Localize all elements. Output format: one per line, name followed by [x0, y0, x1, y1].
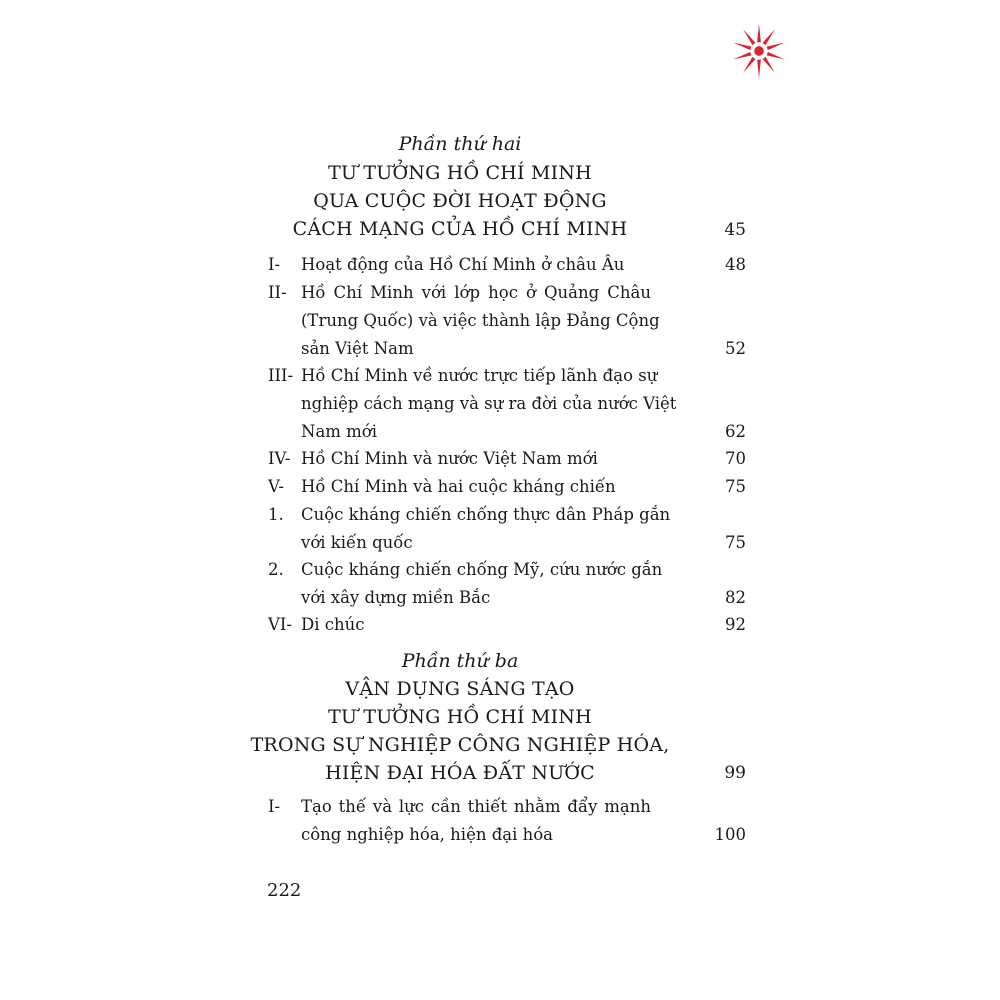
logo-core [754, 46, 764, 56]
entry-page: 48 [725, 255, 746, 274]
entry-text: Hồ Chí Minh và hai cuộc kháng chiến [301, 477, 616, 496]
logo-ray [766, 43, 784, 51]
entry-text: nghiệp cách mạng và sự ra đời của nước Việt [301, 394, 677, 413]
part-three-label: Phần thứ ba [401, 650, 519, 672]
entry-text: sản Việt Nam [301, 339, 414, 358]
part-three-title-line-4: HIỆN ĐẠI HÓA ĐẤT NƯỚC [325, 762, 595, 784]
entry-number: I- [268, 255, 281, 274]
part-two-label: Phần thứ hai [398, 133, 522, 155]
entry-text: Nam mới [301, 422, 378, 441]
publisher-logo [730, 22, 788, 80]
entry-text: Hoạt động của Hồ Chí Minh ở châu Âu [301, 255, 625, 274]
entry-page: 75 [725, 533, 746, 552]
logo-ray [766, 52, 784, 60]
entry-page: 70 [725, 449, 746, 468]
logo-ray [733, 43, 751, 51]
entry-number: V- [268, 477, 284, 496]
entry-number: 2. [268, 560, 284, 579]
part-two-title-line-1: TƯ TƯỞNG HỒ CHÍ MINH [328, 162, 592, 184]
entry-text: Di chúc [301, 615, 365, 634]
entry-text: với xây dựng miền Bắc [301, 588, 491, 607]
entry-number: VI- [268, 615, 293, 634]
part-three-title-line-3: TRONG SỰ NGHIỆP CÔNG NGHIỆP HÓA, [250, 734, 670, 756]
part-three-title-line-1: VẬN DỤNG SÁNG TẠO [345, 678, 575, 700]
logo-ray [757, 24, 761, 43]
part-two-page: 45 [724, 220, 746, 240]
entry-text: (Trung Quốc) và việc thành lập Đảng Cộng [301, 311, 660, 330]
entry-number: III- [268, 366, 294, 385]
entry-page: 92 [725, 615, 746, 634]
entry-number: 1. [268, 505, 284, 524]
entry-page: 62 [725, 422, 746, 441]
logo-ray [757, 59, 761, 78]
logo-ray [762, 29, 774, 45]
entry-page: 82 [725, 588, 746, 607]
entry-page: 75 [725, 477, 746, 496]
entry-text: Cuộc kháng chiến chống Mỹ, cứu nước gắn [301, 560, 663, 579]
entry-text: với kiến quốc [301, 533, 413, 552]
entry-text: công nghiệp hóa, hiện đại hóa [301, 825, 554, 844]
logo-ray [743, 29, 755, 45]
entry-text: Hồ Chí Minh và nước Việt Nam mới [301, 449, 598, 468]
entry-text: Hồ Chí Minh về nước trực tiếp lãnh đạo sự [301, 366, 658, 385]
logo-ray [762, 57, 774, 73]
entry-page: 100 [714, 825, 746, 844]
page-number: 222 [267, 880, 302, 901]
entry-text: Hồ Chí Minh với lớp học ở Quảng Châu [301, 283, 651, 302]
part-two-title-line-2: QUA CUỘC ĐỜI HOẠT ĐỘNG [313, 190, 607, 212]
entry-text: Cuộc kháng chiến chống thực dân Pháp gắn [301, 505, 671, 524]
entry-number: II- [268, 283, 287, 302]
entry-page: 52 [725, 339, 746, 358]
part-three-title-line-2: TƯ TƯỞNG HỒ CHÍ MINH [328, 706, 592, 728]
entry-text: Tạo thế và lực cần thiết nhằm đẩy mạnh [301, 797, 651, 816]
part-two-title-line-3: CÁCH MẠNG CỦA HỒ CHÍ MINH [292, 218, 628, 240]
logo-ray [743, 57, 755, 73]
entry-number: I- [268, 797, 281, 816]
part-three-page: 99 [724, 763, 746, 783]
logo-ray [733, 52, 751, 60]
entry-number: IV- [268, 449, 291, 468]
